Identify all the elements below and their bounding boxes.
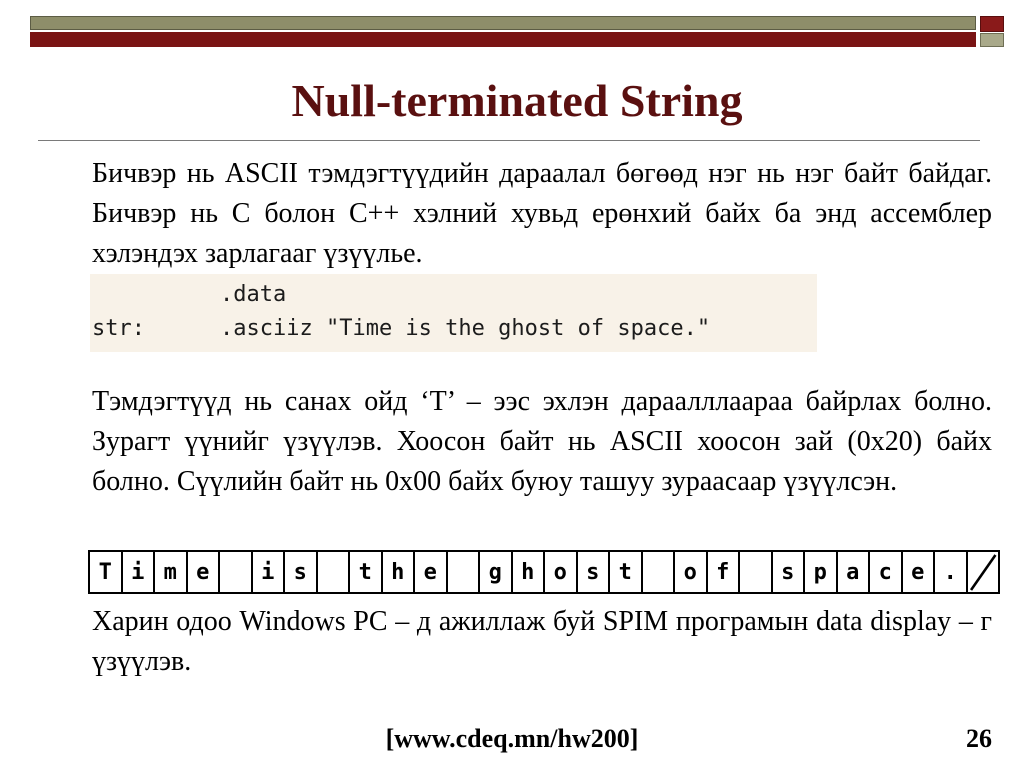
red-stripe (30, 32, 976, 47)
memory-cell: g (480, 552, 513, 592)
memory-cell-space (318, 552, 351, 592)
slash-icon (968, 552, 999, 592)
memory-cell: m (155, 552, 188, 592)
footer-url: [www.cdeq.mn/hw200] (385, 724, 639, 753)
intro-paragraph: Бичвэр нь ASCII тэмдэгтүүдийн дараалал бөгөөд нэг нь нэг байт байдаг. Бичвэр нь C болон C++ хэлний хувьд ерөнхий байх ба энд ассемблер хэлэндэх зарлагааг үзүүлье. (92, 158, 992, 269)
memory-cell-space (448, 552, 481, 592)
memory-cell: t (350, 552, 383, 592)
memory-cell: s (578, 552, 611, 592)
memory-cell: s (773, 552, 806, 592)
title-divider (38, 140, 980, 141)
olive-stripe (30, 16, 976, 30)
memory-cell: T (90, 552, 123, 592)
memory-cell: h (513, 552, 546, 592)
code-directive: .asciiz "Time is the ghost of space." (220, 316, 711, 341)
memory-cell-space (643, 552, 676, 592)
memory-cell: a (838, 552, 871, 592)
code-directive: .data (220, 282, 287, 307)
code-line-1 (90, 282, 817, 316)
code-snippet (90, 274, 817, 352)
top-decorative-bar (30, 16, 1004, 46)
memory-cell: t (610, 552, 643, 592)
page-number: 26 (966, 724, 992, 753)
slide-title: Null-terminated String (291, 75, 743, 126)
memory-cell: o (545, 552, 578, 592)
memory-cell: h (383, 552, 416, 592)
memory-cell: f (708, 552, 741, 592)
memory-cell: e (415, 552, 448, 592)
olive-square (980, 33, 1004, 47)
memory-cell: o (675, 552, 708, 592)
memory-cell: . (935, 552, 968, 592)
red-square (980, 16, 1004, 32)
memory-cell: c (870, 552, 903, 592)
code-label: str: (92, 316, 145, 341)
spim-paragraph: Харин одоо Windows PC – д ажиллаж буй SPIM програмын data display – г үзүүлэв. (92, 606, 992, 677)
memory-byte-diagram (88, 550, 1000, 594)
code-line-2 (90, 316, 817, 350)
memory-cell: s (285, 552, 318, 592)
memory-cell-null-terminator (968, 552, 999, 592)
memory-cell-space (220, 552, 253, 592)
memory-cell-space (740, 552, 773, 592)
memory-layout-paragraph: Тэмдэгтүүд нь санах ойд ‘T’ – ээс эхлэн дараалл​лаараа байрлах болно. Зурагт үүнийг үзүүлэв. Хоосон байт нь ASCII хоосон зай (0x20) байх болно. Сүүлийн байт нь 0x00 байх буюу ташуу зураасаар үзүүлсэн. (92, 386, 992, 497)
memory-cell: p (805, 552, 838, 592)
memory-cell: e (188, 552, 221, 592)
memory-cell: e (903, 552, 936, 592)
memory-cell: i (253, 552, 286, 592)
memory-cell: i (123, 552, 156, 592)
